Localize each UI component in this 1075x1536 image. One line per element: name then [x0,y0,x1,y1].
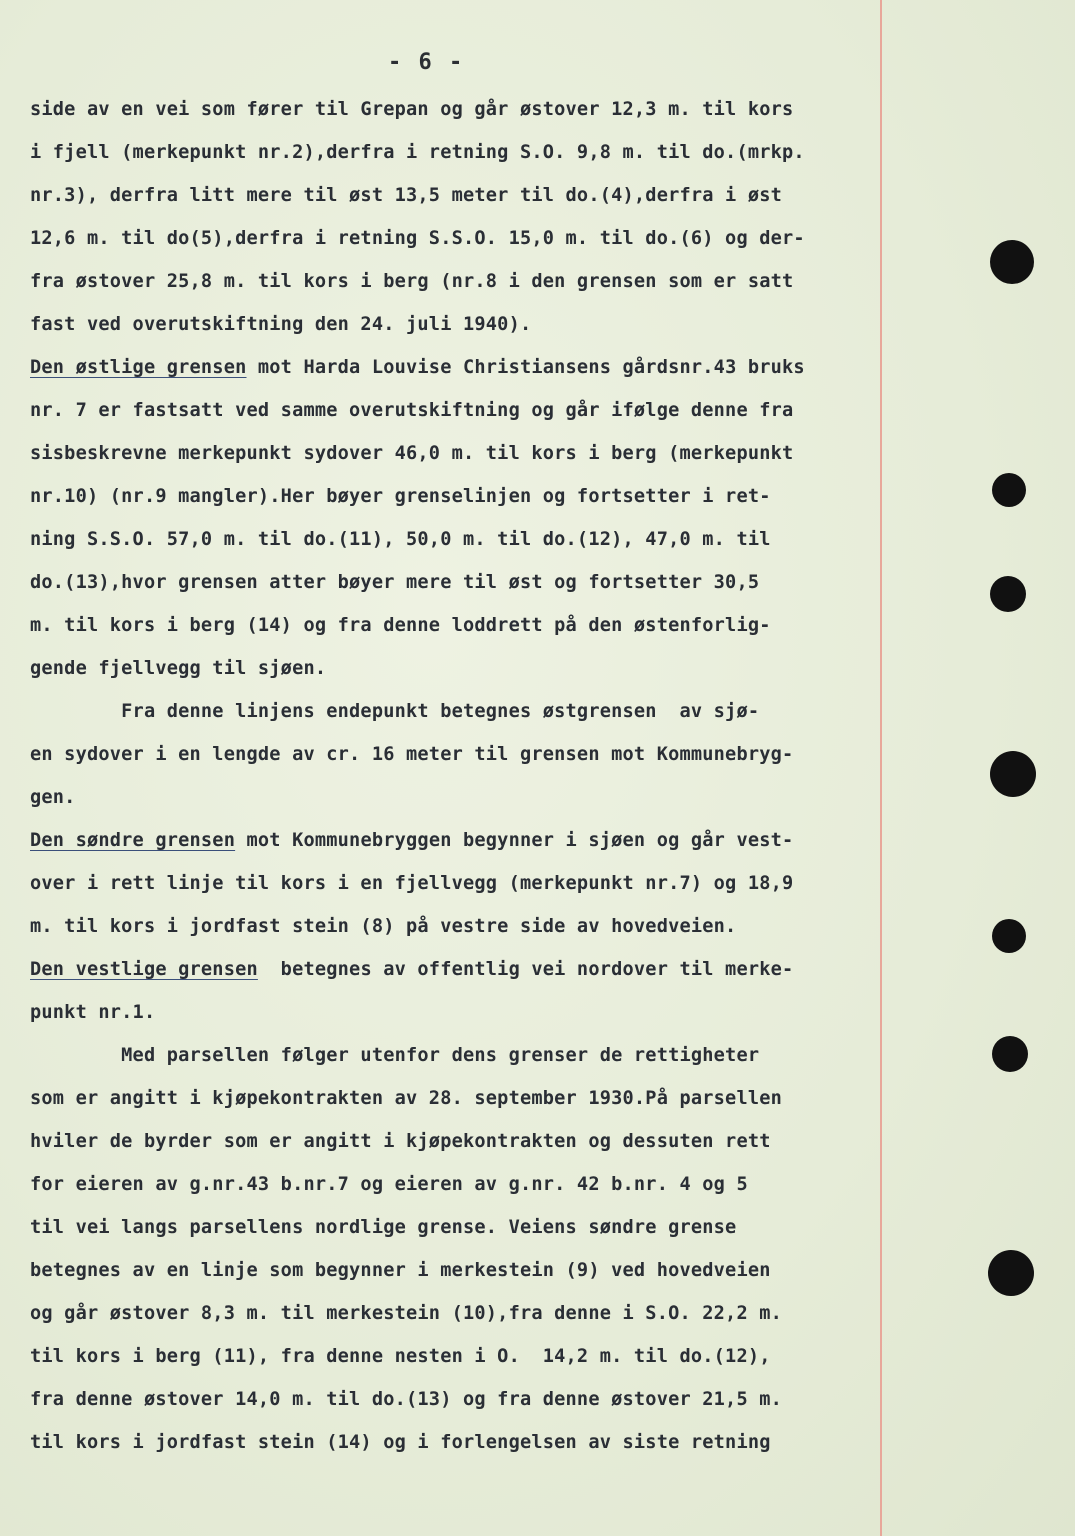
line-text: betegnes av offentlig vei nordover til merke- [257,959,794,980]
line-text: nr.10) (nr.9 mangler).Her bøyer grenselinjen og fortsetter i ret- [30,486,771,507]
text-line [30,518,890,561]
line-text: Fra denne linjens endepunkt betegnes østgrensen av sjø- [30,701,760,722]
line-text: fra denne østover 14,0 m. til do.(13) og fra denne østover 21,5 m. [30,1389,783,1410]
text-line [30,1206,890,1249]
line-text: og går østover 8,3 m. til merkestein (10),fra denne i S.O. 22,2 m. [30,1303,783,1324]
text-line [30,948,890,991]
text-line [30,604,890,647]
line-text: nr.3), derfra litt mere til øst 13,5 meter til do.(4),derfra i øst [30,185,783,206]
line-text: mot Harda Louvise Christiansens gårdsnr.43 bruks [246,357,805,378]
punch-hole [990,751,1036,797]
punch-hole [992,1036,1028,1072]
text-line [30,991,890,1034]
line-text: for eieren av g.nr.43 b.nr.7 og eieren av g.nr. 42 b.nr. 4 og 5 [30,1174,748,1195]
text-line [30,1378,890,1421]
line-text: sisbeskrevne merkepunkt sydover 46,0 m. til kors i berg (merkepunkt [30,443,794,464]
line-text: Med parsellen følger utenfor dens grenser de rettigheter [30,1045,760,1066]
line-text: ning S.S.O. 57,0 m. til do.(11), 50,0 m. til do.(12), 47,0 m. til [30,529,771,550]
underlined-heading: Den søndre grensen [30,830,236,851]
line-text: gende fjellvegg til sjøen. [30,658,327,679]
text-line [30,1292,890,1335]
line-text: nr. 7 er fastsatt ved samme overutskiftning og går ifølge denne fra [30,400,794,421]
text-line [30,260,890,303]
line-text: fast ved overutskiftning den 24. juli 1940). [30,314,532,335]
text-line [30,389,890,432]
line-text: hviler de byrder som er angitt i kjøpekontrakten og dessuten rett [30,1131,771,1152]
punch-hole [988,1250,1034,1296]
text-line [30,217,890,260]
line-text: i fjell (merkepunkt nr.2),derfra i retning S.O. 9,8 m. til do.(mrkp. [30,142,805,163]
text-line [30,647,890,690]
text-line [30,862,890,905]
line-text: punkt nr.1. [30,1002,156,1023]
line-text: gen. [30,787,76,808]
text-line [30,432,890,475]
underlined-heading: Den vestlige grensen [30,959,258,980]
line-text: mot Kommunebryggen begynner i sjøen og går vest- [235,830,794,851]
punch-hole [990,240,1034,284]
line-text: til kors i jordfast stein (14) og i forlengelsen av siste retning [30,1432,771,1453]
punch-hole [992,919,1026,953]
text-line [30,346,890,389]
text-line [30,1249,890,1292]
line-text: side av en vei som fører til Grepan og går østover 12,3 m. til kors [30,99,794,120]
text-line [30,690,890,733]
line-text: m. til kors i berg (14) og fra denne loddrett på den østenforlig- [30,615,771,636]
line-text: en sydover i en lengde av cr. 16 meter til grensen mot Kommunebryg- [30,744,794,765]
text-line [30,1335,890,1378]
text-line [30,819,890,862]
line-text: 12,6 m. til do(5),derfra i retning S.S.O. 15,0 m. til do.(6) og der- [30,228,805,249]
text-line [30,174,890,217]
text-line [30,1077,890,1120]
text-line [30,733,890,776]
text-line [30,88,890,131]
line-text: som er angitt i kjøpekontrakten av 28. september 1930.På parsellen [30,1088,783,1109]
punch-hole [990,576,1026,612]
line-text: betegnes av en linje som begynner i merkestein (9) ved hovedveien [30,1260,771,1281]
line-text: m. til kors i jordfast stein (8) på vestre side av hovedveien. [30,916,737,937]
line-text: til vei langs parsellens nordlige grense. Veiens søndre grense [30,1217,737,1238]
text-line [30,561,890,604]
line-text: fra østover 25,8 m. til kors i berg (nr.8 i den grensen som er satt [30,271,794,292]
text-line [30,1034,890,1077]
underlined-heading: Den østlige grensen [30,357,247,378]
text-line [30,1421,890,1464]
line-text: til kors i berg (11), fra denne nesten i O. 14,2 m. til do.(12), [30,1346,771,1367]
punch-hole [992,473,1026,507]
text-line [30,1120,890,1163]
text-line [30,776,890,819]
page-number: - 6 - [388,50,465,75]
text-line [30,131,890,174]
text-line [30,303,890,346]
line-text: do.(13),hvor grensen atter bøyer mere til øst og fortsetter 30,5 [30,572,760,593]
line-text: over i rett linje til kors i en fjellvegg (merkepunkt nr.7) og 18,9 [30,873,794,894]
text-line [30,1163,890,1206]
document-body [30,88,890,1464]
text-line [30,475,890,518]
text-line [30,905,890,948]
